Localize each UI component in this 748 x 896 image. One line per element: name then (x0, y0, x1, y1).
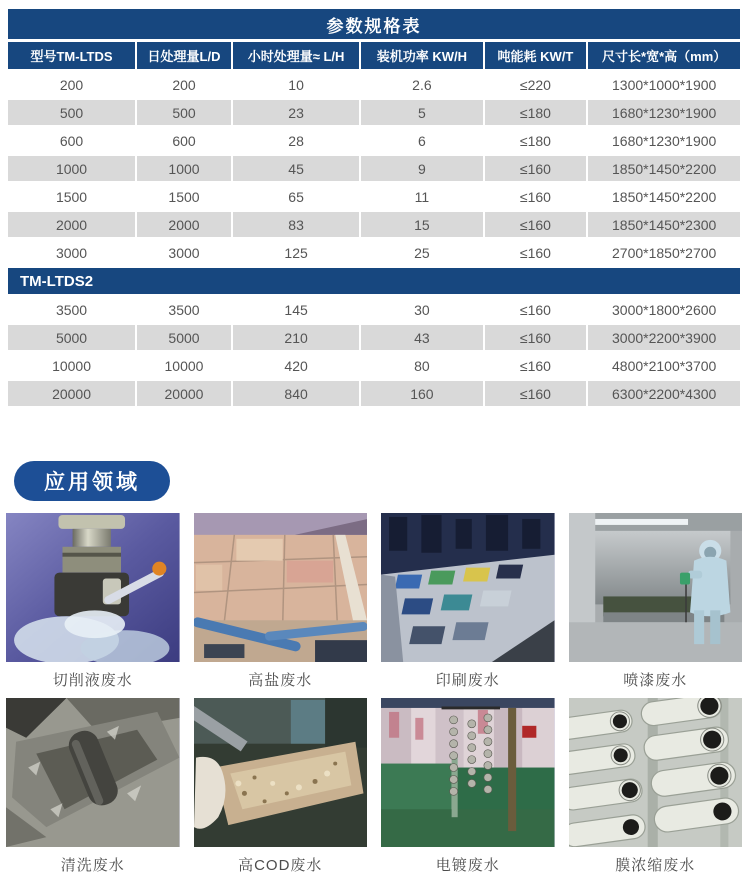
section-divider-row-tm-ltds2 (8, 268, 740, 294)
spec-cell: 210 (233, 325, 359, 350)
spec-cell: 125 (233, 240, 359, 265)
spec-cell: 1500 (8, 184, 135, 209)
spec-cell: 500 (137, 100, 231, 125)
spec-cell: 840 (233, 381, 359, 406)
spec-cell: ≤180 (485, 100, 587, 125)
product-spec-page (0, 6, 748, 896)
application-card (569, 698, 743, 881)
spec-cell: 28 (233, 128, 359, 153)
application-caption: 电镀废水 (435, 856, 500, 874)
membrane-concentrate-wastewater-photo (569, 698, 743, 847)
spec-cell: ≤160 (485, 240, 587, 265)
spec-table-title: 参数规格表 (8, 9, 740, 39)
spec-cell: ≤160 (485, 297, 587, 322)
spec-cell: 200 (8, 72, 135, 97)
application-caption: 印刷废水 (435, 671, 500, 689)
spec-cell: 43 (361, 325, 482, 350)
spec-cell: ≤160 (485, 381, 587, 406)
application-caption: 切削液废水 (52, 671, 133, 689)
spec-cell: 4800*2100*3700 (588, 353, 740, 378)
spec-cell: 160 (361, 381, 482, 406)
table-row (8, 72, 740, 97)
spec-cell: ≤160 (485, 353, 587, 378)
spec-cell: 1850*1450*2200 (588, 184, 740, 209)
cleaning-wastewater-photo (6, 698, 180, 847)
spec-cell: 45 (233, 156, 359, 181)
cutting-fluid-wastewater-photo (6, 513, 180, 662)
spec-cell: 23 (233, 100, 359, 125)
spec-cell: 5 (361, 100, 482, 125)
high-cod-wastewater-photo (194, 698, 368, 847)
spec-cell: 145 (233, 297, 359, 322)
spec-cell: ≤160 (485, 325, 587, 350)
spec-cell: 5000 (8, 325, 135, 350)
spec-cell: 3000*1800*2600 (588, 297, 740, 322)
spec-cell: 600 (8, 128, 135, 153)
spec-cell: 25 (361, 240, 482, 265)
spec-cell: 500 (8, 100, 135, 125)
spray-paint-wastewater-photo (569, 513, 743, 662)
spec-cell: 3500 (8, 297, 135, 322)
printing-wastewater-photo (381, 513, 555, 662)
application-caption: 喷漆废水 (623, 671, 688, 689)
spec-cell: ≤160 (485, 156, 587, 181)
spec-cell: 3000*2200*3900 (588, 325, 740, 350)
application-caption: 清洗废水 (60, 856, 125, 874)
spec-cell: 10000 (8, 353, 135, 378)
spec-cell: 6 (361, 128, 482, 153)
spec-cell: 80 (361, 353, 482, 378)
col-header-hourly-capacity: 小时处理量≈ L/H (233, 42, 359, 69)
spec-cell: 1680*1230*1900 (588, 128, 740, 153)
col-header-daily-capacity: 日处理量L/D (137, 42, 231, 69)
col-header-dimensions: 尺寸长*宽*高（mm） (588, 42, 740, 69)
spec-cell: 1300*1000*1900 (588, 72, 740, 97)
spec-cell: 2700*1850*2700 (588, 240, 740, 265)
application-caption: 膜浓缩废水 (615, 856, 696, 874)
table-row (8, 100, 740, 125)
spec-cell: 9 (361, 156, 482, 181)
col-header-energy-per-ton: 吨能耗 KW/T (485, 42, 587, 69)
spec-table-header-row (8, 42, 740, 69)
spec-cell: ≤160 (485, 212, 587, 237)
application-card (569, 513, 743, 696)
table-row (8, 240, 740, 265)
spec-cell: 20000 (8, 381, 135, 406)
spec-table (6, 6, 742, 409)
col-header-installed-power: 装机功率 KW/H (361, 42, 482, 69)
spec-cell: 10000 (137, 353, 231, 378)
spec-cell: 2000 (137, 212, 231, 237)
table-row (8, 353, 740, 378)
table-row (8, 156, 740, 181)
spec-cell: 20000 (137, 381, 231, 406)
application-caption: 高盐废水 (248, 671, 313, 689)
applications-grid (4, 513, 744, 881)
spec-cell: 15 (361, 212, 482, 237)
spec-cell: 6300*2200*4300 (588, 381, 740, 406)
spec-table-title-row (8, 9, 740, 39)
spec-cell: 30 (361, 297, 482, 322)
spec-cell: 65 (233, 184, 359, 209)
spec-cell: 5000 (137, 325, 231, 350)
spec-cell: 600 (137, 128, 231, 153)
spec-cell: ≤160 (485, 184, 587, 209)
applications-section (0, 461, 748, 881)
application-card (194, 513, 368, 696)
section-label: TM-LTDS2 (8, 268, 740, 294)
application-card (194, 698, 368, 881)
spec-cell: 10 (233, 72, 359, 97)
spec-cell: 1000 (8, 156, 135, 181)
spec-cell: 1850*1450*2300 (588, 212, 740, 237)
table-row (8, 128, 740, 153)
application-caption: 高COD废水 (238, 856, 323, 874)
spec-cell: 3000 (137, 240, 231, 265)
applications-section-badge: 应用领域 (14, 461, 170, 501)
spec-cell: 83 (233, 212, 359, 237)
spec-cell: 420 (233, 353, 359, 378)
spec-cell: 11 (361, 184, 482, 209)
spec-cell: 2.6 (361, 72, 482, 97)
spec-cell: 1850*1450*2200 (588, 156, 740, 181)
table-row (8, 212, 740, 237)
application-card (381, 513, 555, 696)
table-row (8, 381, 740, 406)
spec-cell: 1000 (137, 156, 231, 181)
application-card (6, 698, 180, 881)
table-row (8, 297, 740, 322)
table-row (8, 325, 740, 350)
spec-cell: ≤220 (485, 72, 587, 97)
application-card (381, 698, 555, 881)
spec-cell: 3500 (137, 297, 231, 322)
high-salt-wastewater-photo (194, 513, 368, 662)
spec-cell: 200 (137, 72, 231, 97)
spec-cell: 1680*1230*1900 (588, 100, 740, 125)
table-row (8, 184, 740, 209)
spec-cell: 1500 (137, 184, 231, 209)
spec-cell: 3000 (8, 240, 135, 265)
electroplating-wastewater-photo (381, 698, 555, 847)
spec-cell: ≤180 (485, 128, 587, 153)
spec-cell: 2000 (8, 212, 135, 237)
application-card (6, 513, 180, 696)
col-header-model: 型号TM-LTDS (8, 42, 135, 69)
